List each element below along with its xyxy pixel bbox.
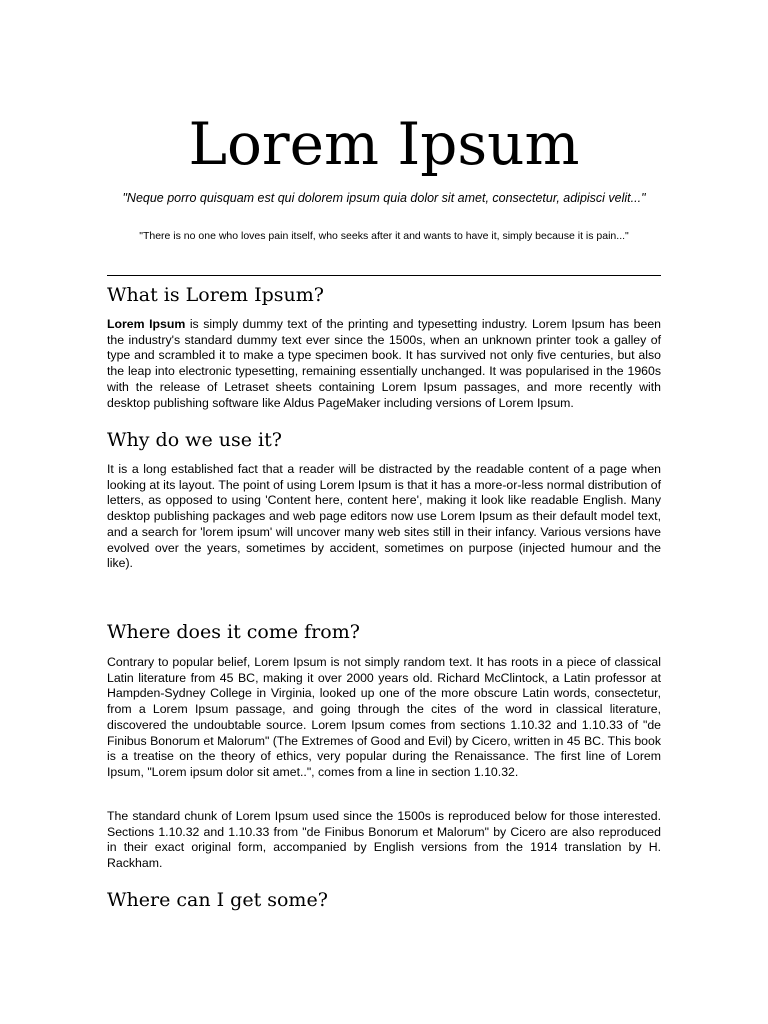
latin-quote: "Neque porro quisquam est qui dolorem ipsum quia dolor sit amet, consectetur, adipisci velit..." <box>122 191 646 205</box>
section-paragraph-what-is <box>107 317 661 411</box>
section-heading-where-from: Where does it come from? <box>107 621 360 643</box>
english-quote: "There is no one who loves pain itself, who seeks after it and wants to have it, simply because it is pain..." <box>139 230 629 242</box>
section-heading-what-is: What is Lorem Ipsum? <box>107 284 324 306</box>
section-heading-why-use: Why do we use it? <box>107 429 282 451</box>
section-paragraph-where-from: Contrary to popular belief, Lorem Ipsum is not simply random text. It has roots in a piece of classical Latin literature from 45 BC, making it over 2000 years old. Richard McClintock, a Latin professor at Hampden-Sydney College in Virginia, looked up one of the more obscure Latin words, consectetur, from a Lorem Ipsum passage, and going through the cites of the word in classical literature, discovered the undoubtable source. Lorem Ipsum comes from sections 1.10.32 and 1.10.33 of "de Finibus Bonorum et Malorum" (The Extremes of Good and Evil) by Cicero, written in 45 BC. This book is a treatise on the theory of ethics, very popular during the Renaissance. The first line of Lorem Ipsum, "Lorem ipsum dolor sit amet..", comes from a line in section 1.10.32. <box>107 655 661 779</box>
horizontal-divider <box>107 275 661 276</box>
section-heading-where-get: Where can I get some? <box>107 889 328 911</box>
section-paragraph-why-use: It is a long established fact that a reader will be distracted by the readable content of a page when looking at its layout. The point of using Lorem Ipsum is that it has a more-or-less normal distribution of letters, as opposed to using 'Content here, content here', making it look like readable English. Many desktop publishing packages and web page editors now use Lorem Ipsum as their default model text, and a search for 'lorem ipsum' will uncover many web sites still in their infancy. Various versions have evolved over the years, sometimes by accident, sometimes on purpose (injected humour and the like). <box>107 462 661 571</box>
document-title: Lorem Ipsum <box>188 110 580 178</box>
section-paragraph-where-from-2: The standard chunk of Lorem Ipsum used since the 1500s is reproduced below for those interested. Sections 1.10.32 and 1.10.33 from "de Finibus Bonorum et Malorum" by Cicero are also reproduced in their exact original form, accompanied by English versions from the 1914 translation by H. Rackham. <box>107 809 661 871</box>
bold-lead-text: Lorem Ipsum <box>107 317 186 331</box>
paragraph-text: is simply dummy text of the printing and typesetting industry. Lorem Ipsum has been the industry's standard dummy text ever since the 1500s, when an unknown printer took a galley of type and scrambled it to make a type specimen book. It has survived not only five centuries, but also the leap into electronic typesetting, remaining essentially unchanged. It was popularised in the 1960s with the release of Letraset sheets containing Lorem Ipsum passages, and more recently with desktop publishing software like Aldus PageMaker including versions of Lorem Ipsum. <box>107 317 661 410</box>
